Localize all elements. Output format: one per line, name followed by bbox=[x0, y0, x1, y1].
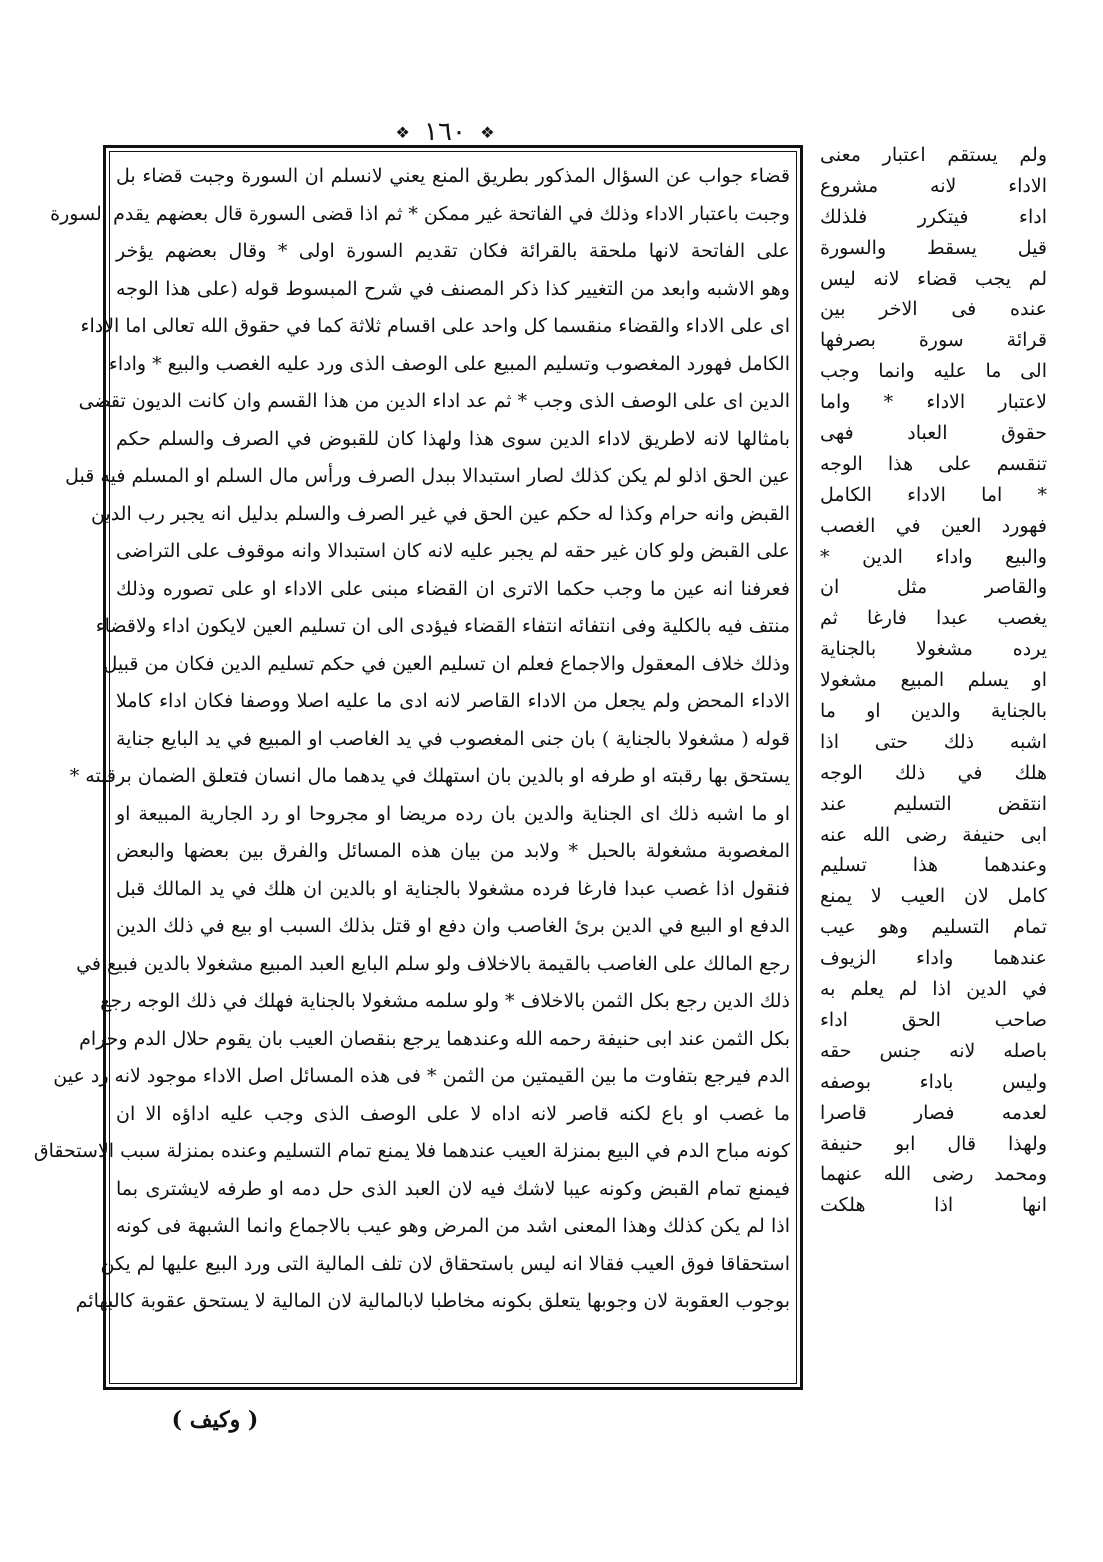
text-line: كامل لان العيب لا يمنع bbox=[820, 885, 1047, 908]
text-line: اداء فيتكرر فلذلك bbox=[820, 205, 1047, 228]
ornament-icon: ❖ bbox=[395, 123, 410, 142]
text-line: يغصب عبدا فارغا ثم bbox=[820, 607, 1047, 630]
text-line: لعدمه فصار قاصرا bbox=[820, 1101, 1047, 1124]
text-line: عين الحق اذلو لم يكن كذلك لصار استبدالا ببدل الصرف ورأس مال السلم او المسلم فيه قبل bbox=[65, 465, 790, 487]
text-line: الكامل فهورد المغصوب وتسليم المبيع على الوصف الذى ورد عليه الغصب والبيع * واداء bbox=[108, 352, 790, 375]
text-line: رجع المالك على الغاصب بالقيمة بالاخلاف ولو سلم البايع العبد المبيع مشغولا بالدين فبيع في bbox=[76, 952, 790, 975]
text-line: اى على الاداء والقضاء منقسما كل واحد على اقسام ثلاثة كما في حقوق الله تعالى اما الاداء bbox=[80, 315, 790, 337]
text-line: قوله ( مشغولا بالجناية ) بان جنى المغصوب في يد الغاصب او المبيع في يد البايع جناية bbox=[116, 727, 790, 750]
text-line: حقوق العباد فهى bbox=[820, 422, 1047, 445]
text-line: وهو الاشبه وابعد من التغيير كذا ذكر المصنف في شرح المبسوط قوله (على هذا الوجه bbox=[116, 277, 790, 300]
text-line: في الدين اذا لم يعلم به bbox=[820, 978, 1047, 1001]
text-line: لم يجب قضاء لانه ليس bbox=[820, 267, 1047, 290]
text-line: هلك في ذلك الوجه bbox=[820, 761, 1047, 784]
text-line: والبيع واداء الدين * bbox=[820, 545, 1047, 568]
text-line: او ما اشبه ذلك اى الجناية والدين بان رده مريضا او مجروحا او رد الجارية المبيعة او bbox=[116, 802, 790, 825]
text-line: وجبت باعتبار الاداء وذلك في الفاتحة غير ممكن * ثم اذا قضى السورة قال بعضهم يقدم السورة bbox=[50, 202, 790, 225]
text-line: الدم فيرجع بتفاوت ما بين القيمتين من الثمن * فى هذه المسائل اصل الاداء موجود لانه رد عين bbox=[53, 1065, 790, 1087]
main-text-block bbox=[33, 158, 790, 1378]
text-line: والقاصر مثل ان bbox=[820, 576, 1047, 599]
text-line: ولم يستقم اعتبار معنى bbox=[820, 144, 1047, 166]
text-line: انتقض التسليم عند bbox=[820, 792, 1047, 815]
text-line: ما غصب او باع لكنه قاصر لانه اداه لا على الوصف الذى وجب عليه اداؤه الا ان bbox=[116, 1102, 790, 1125]
text-line: * اما الاداء الكامل bbox=[820, 483, 1047, 506]
text-line: الاداء لانه مشروع bbox=[820, 174, 1047, 197]
text-line: استحقاقا فوق العيب فقالا انه ليس باستحقاق لان تلف المالية التى ورد البيع عليها لم يكن bbox=[100, 1252, 790, 1275]
text-line: تمام التسليم وهو عيب bbox=[820, 916, 1047, 939]
text-line: تنقسم على هذا الوجه bbox=[820, 452, 1047, 475]
text-line: وليس باداء بوصفه bbox=[820, 1070, 1047, 1093]
text-line: قضاء جواب عن السؤال المذكور بطريق المنع يعني لانسلم ان السورة وجبت قضاء بل bbox=[116, 165, 790, 187]
text-line: القبض وانه حرام وكذا له حكم عين الحق في غير الصرف والسلم بدليل انه يجبر رب الدين bbox=[90, 502, 790, 525]
text-line: فهورد العين في الغصب bbox=[820, 514, 1047, 537]
text-line: بالجناية والدين او ما bbox=[820, 700, 1047, 723]
text-line: اشبه ذلك حتى اذا bbox=[820, 730, 1047, 753]
text-line: عنده فى الاخر بين bbox=[820, 298, 1047, 321]
text-line: يرده مشغولا بالجناية bbox=[820, 638, 1047, 661]
text-line: على الفاتحة لانها ملحقة بالقرائة فكان تقديم السورة اولى * وقال بعضهم يؤخر bbox=[116, 240, 790, 262]
text-line: على القبض ولو كان غير حقه لم يجبر عليه لانه كان استبدالا وانه موقوف على التراضى bbox=[116, 540, 790, 562]
text-line: ولهذا قال ابو حنيفة bbox=[820, 1132, 1047, 1155]
text-line: الاداء المحض ولم يجعل من الاداء القاصر لانه ادى ما عليه اصلا ووصفا فكان اداء كاملا bbox=[116, 690, 790, 712]
text-line: او يسلم المبيع مشغولا bbox=[820, 669, 1047, 692]
text-line: لاعتبار الاداء * واما bbox=[820, 391, 1047, 414]
text-line: ذلك الدين رجع بكل الثمن بالاخلاف * ولو سلمه مشغولا بالجناية فهلك في ذلك الوجه رجع bbox=[100, 990, 790, 1012]
text-line: اذا لم يكن كذلك وهذا المعنى اشد من المرض وهو عيب بالاجماع وانما الشبهة فى كونه bbox=[116, 1215, 790, 1237]
catchword: ( وكيف ) bbox=[171, 1407, 259, 1433]
text-line: قيل يسقط والسورة bbox=[820, 236, 1047, 259]
text-line: بامثالها لانه لاطريق لاداء الدين سوى هذا ولهذا كان للقبوض في الصرف والسلم حكم bbox=[116, 427, 790, 450]
text-line: الدين اى على الوصف الذى وجب * ثم عد اداء الدين من هذا القسم وان كانت الديون تقضى bbox=[78, 390, 790, 412]
text-line: ومحمد رضى الله عنهما bbox=[820, 1163, 1047, 1186]
text-line: فيمنع تمام القبض وكونه عيبا لاشك فيه لان العبد الذى حل دمه او طرفه لايشترى بما bbox=[116, 1177, 790, 1200]
text-line: فنقول اذا غصب عبدا فارغا فرده مشغولا بالجناية او بالدين ان هلك في يد المالك قبل bbox=[116, 877, 790, 900]
text-line: ابى حنيفة رضى الله عنه bbox=[820, 823, 1047, 846]
text-line: قرائة سورة بصرفها bbox=[820, 329, 1047, 352]
text-line: وعندهما هذا تسليم bbox=[820, 854, 1047, 877]
text-line: الى ما عليه وانما وجب bbox=[820, 360, 1047, 383]
text-line: الدفع او البيع في الدين برئ الغاصب وان دفع او قتل بذلك السبب او بيع في ذلك الدين bbox=[116, 915, 790, 937]
text-line: المغصوبة مشغولة بالحبل * ولابد من بيان هذه المسائل والفرق بين بعضها والبعض bbox=[116, 840, 790, 862]
page-number-value: ١٦٠ bbox=[424, 117, 466, 147]
margin-commentary-block bbox=[812, 140, 1087, 1435]
text-line: عندهما واداء الزيوف bbox=[820, 947, 1047, 970]
text-line: منتف فيه بالكلية وفى انتفائه انتفاء القضاء فيؤدى الى ان تسليم العين لايكون اداء ولاقضاء bbox=[95, 615, 790, 637]
ornament-icon: ❖ bbox=[480, 123, 495, 142]
text-line: انها اذا هلكت bbox=[820, 1194, 1047, 1217]
text-line: بكل الثمن عند ابى حنيفة رحمه الله وعندهما يرجع بنقصان العيب بان يقوم حلال الدم وحرام bbox=[79, 1027, 790, 1050]
text-line: كونه مباح الدم في البيع بمنزلة العيب عندهما فلا يمنع تمام التسليم وعنده بمنزلة سبب الاستحقاق bbox=[33, 1140, 790, 1162]
text-line: بوجوب العقوبة لان وجوبها يتعلق بكونه مخاطبا لابالمالية لان المالية لا يستحق عقوبة كالبهائم bbox=[75, 1290, 790, 1312]
page-number bbox=[380, 115, 510, 149]
text-line: صاحب الحق اداء bbox=[820, 1008, 1047, 1031]
text-line: باصله لانه جنس حقه bbox=[820, 1039, 1047, 1062]
text-line: وذلك خلاف المعقول والاجماع فعلم ان تسليم العين في حكم تسليم الدين فكان من قبيل bbox=[103, 652, 790, 675]
text-line: يستحق بها رقبته او طرفه او بالدين بان استهلك في يدهما مال انسان فتعلق الضمان برقبته * bbox=[69, 765, 790, 787]
text-line: فعرفنا انه عين ما وجب حكما الاترى ان القضاء مبنى على الاداء او على تصوره وذلك bbox=[116, 577, 790, 600]
